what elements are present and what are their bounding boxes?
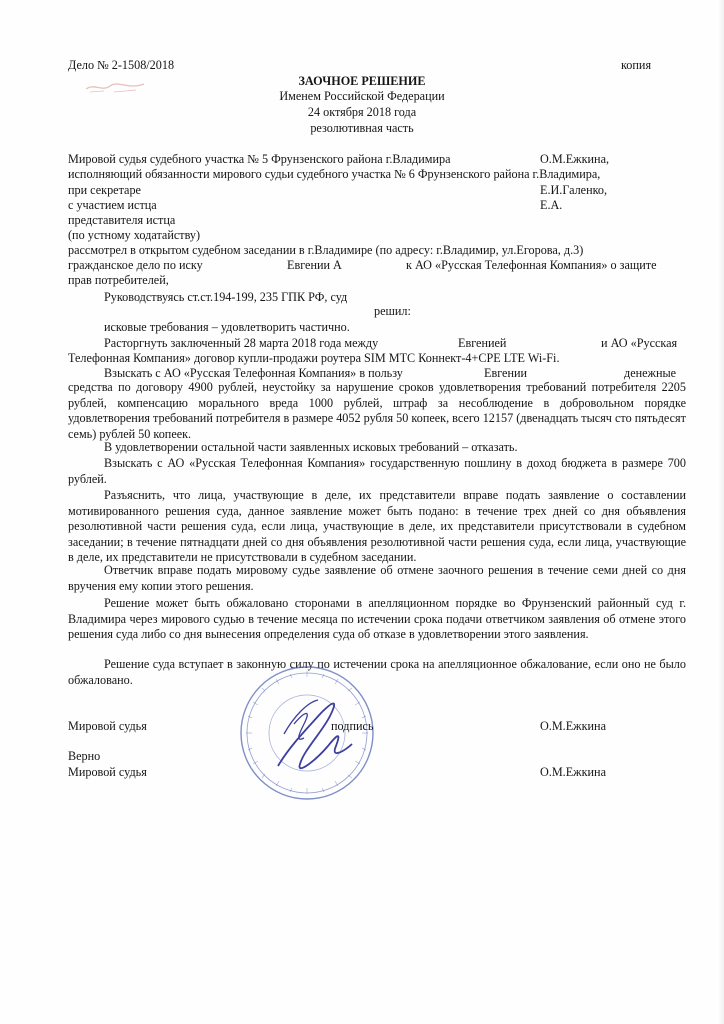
case-number: Дело № 2-1508/2018 [68, 58, 175, 72]
representative-note: (по устному ходатайству) [68, 228, 201, 242]
defendant-rights: Ответчик вправе подать мировому судье заявление об отмене заочного решения в течение семи дней со дня вручения ему копии этого решения. [68, 563, 686, 593]
claims-satisfied: исковые требования – удовлетворить частично. [104, 320, 350, 334]
judge-line: Мировой судья судебного участка № 5 Фрунзенского района г.Владимира [68, 152, 451, 166]
judge-name: О.М.Ежкина, [540, 152, 610, 166]
terminate-start: Расторгнуть заключенный 28 марта 2018 года между [104, 336, 379, 350]
recover-end: денежные [624, 366, 677, 380]
decision-date: 24 октября 2018 года [307, 105, 417, 119]
refuse-remaining: В удовлетворении остальной части заявленных исковых требований – отказать. [104, 440, 518, 454]
representative-label: представителя истца [68, 213, 176, 227]
terminate-line2: Телефонная Компания» договор купли-продажи роутера SIM МТС Коннект-4+CPE LTE Wi-Fi. [68, 351, 560, 365]
resolutive-part: резолютивная часть [310, 121, 414, 135]
terminate-name: Евгенией [458, 336, 507, 350]
guided-by: Руководствуясь ст.ст.194-199, 235 ГПК РФ, суд [104, 290, 348, 304]
signature-judge-name: О.М.Ежкина [540, 719, 606, 733]
appeal-paragraph: Решение может быть обжаловано сторонами в апелляционном порядке во Фрунзенский районный суд г. Владимира через мирового судью в течение месяца по истечении срока подачи ответчиком заявления об отмене этого решения суда либо со дня вынесения определения суда об отказе в удовлетворении этого заявления. [68, 596, 686, 642]
in-the-name-of: Именем Российской Федерации [279, 89, 445, 103]
consumer-rights: прав потребителей, [68, 273, 169, 287]
civil-case-plaintiff: Евгении А [287, 258, 342, 272]
plaintiff-name: Е.А. [540, 198, 563, 212]
civil-case-end: к АО «Русская Телефонная Компания» о защите [406, 258, 657, 272]
state-duty: Взыскать с АО «Русская Телефонная Компания» государственную пошлину в доход бюджета в размере 700 рублей. [68, 456, 686, 486]
secretary-label: при секретаре [68, 183, 141, 197]
considered-line [68, 243, 686, 258]
considered-text: рассмотрел в открытом судебном заседании в г.Владимире (по адресу: г.Владимир, ул.Егорова, д.3) [68, 243, 584, 257]
terminate-end: и АО «Руcская [601, 336, 678, 350]
certified-true-label: Верно [68, 749, 101, 763]
recover-start: Взыскать с АО «Русская Телефонная Компания» в пользу [104, 366, 403, 380]
certified-judge-name: О.М.Ежкина [540, 765, 606, 779]
entry-into-force: Решение суда вступает в законную силу по истечении срока на апелляционное обжалование, если оно не было обжаловано. [68, 657, 686, 687]
explanation-paragraph: Разъяснить, что лица, участвующие в деле, их представители вправе подать заявление о составлении мотивированного решения суда, данное заявление может быть подано: в течение трех дней со дня объявления резолютивной части решения суда, если лица, участвующие в деле, их представители присутствовали в судебном заседании; в течение пятнадцати дней со дня объявления резолютивной части решения суда, если лица, участвующие в деле, их представители не присутствовали в судебном заседании. [68, 488, 686, 565]
copy-mark: копия [621, 58, 652, 72]
resolved: решил: [374, 304, 411, 318]
document-title: ЗАОЧНОЕ РЕШЕНИЕ [298, 74, 426, 88]
acting-line: исполняющий обязанности мирового судьи судебного участка № 6 Фрунзенского района г.Владимира, [68, 167, 601, 181]
recover-details: средства по договору 4900 рублей, неустойку за нарушение сроков удовлетворения требований потребителя 2205 рублей, компенсацию морального вреда 1000 рублей, штраф за несоблюдение в добровольном порядке удовлетворения требований потребителя в размере 4052 рубля 50 копеек, всего 12157 (двенадцать тысяч сто пятьдесят семь) рублей 50 копеек. [68, 380, 686, 441]
signed-mark: подпись [331, 719, 374, 733]
plaintiff-label: с участием истца [68, 198, 157, 212]
secretary-name: Е.И.Галенко, [540, 183, 608, 197]
recover-name: Евгении [484, 366, 528, 380]
signature-judge-label: Мировой судья [68, 719, 147, 733]
certified-judge-label: Мировой судья [68, 765, 147, 779]
civil-case-start: гражданское дело по иску [68, 258, 203, 272]
scan-edge-shadow [718, 0, 724, 1024]
